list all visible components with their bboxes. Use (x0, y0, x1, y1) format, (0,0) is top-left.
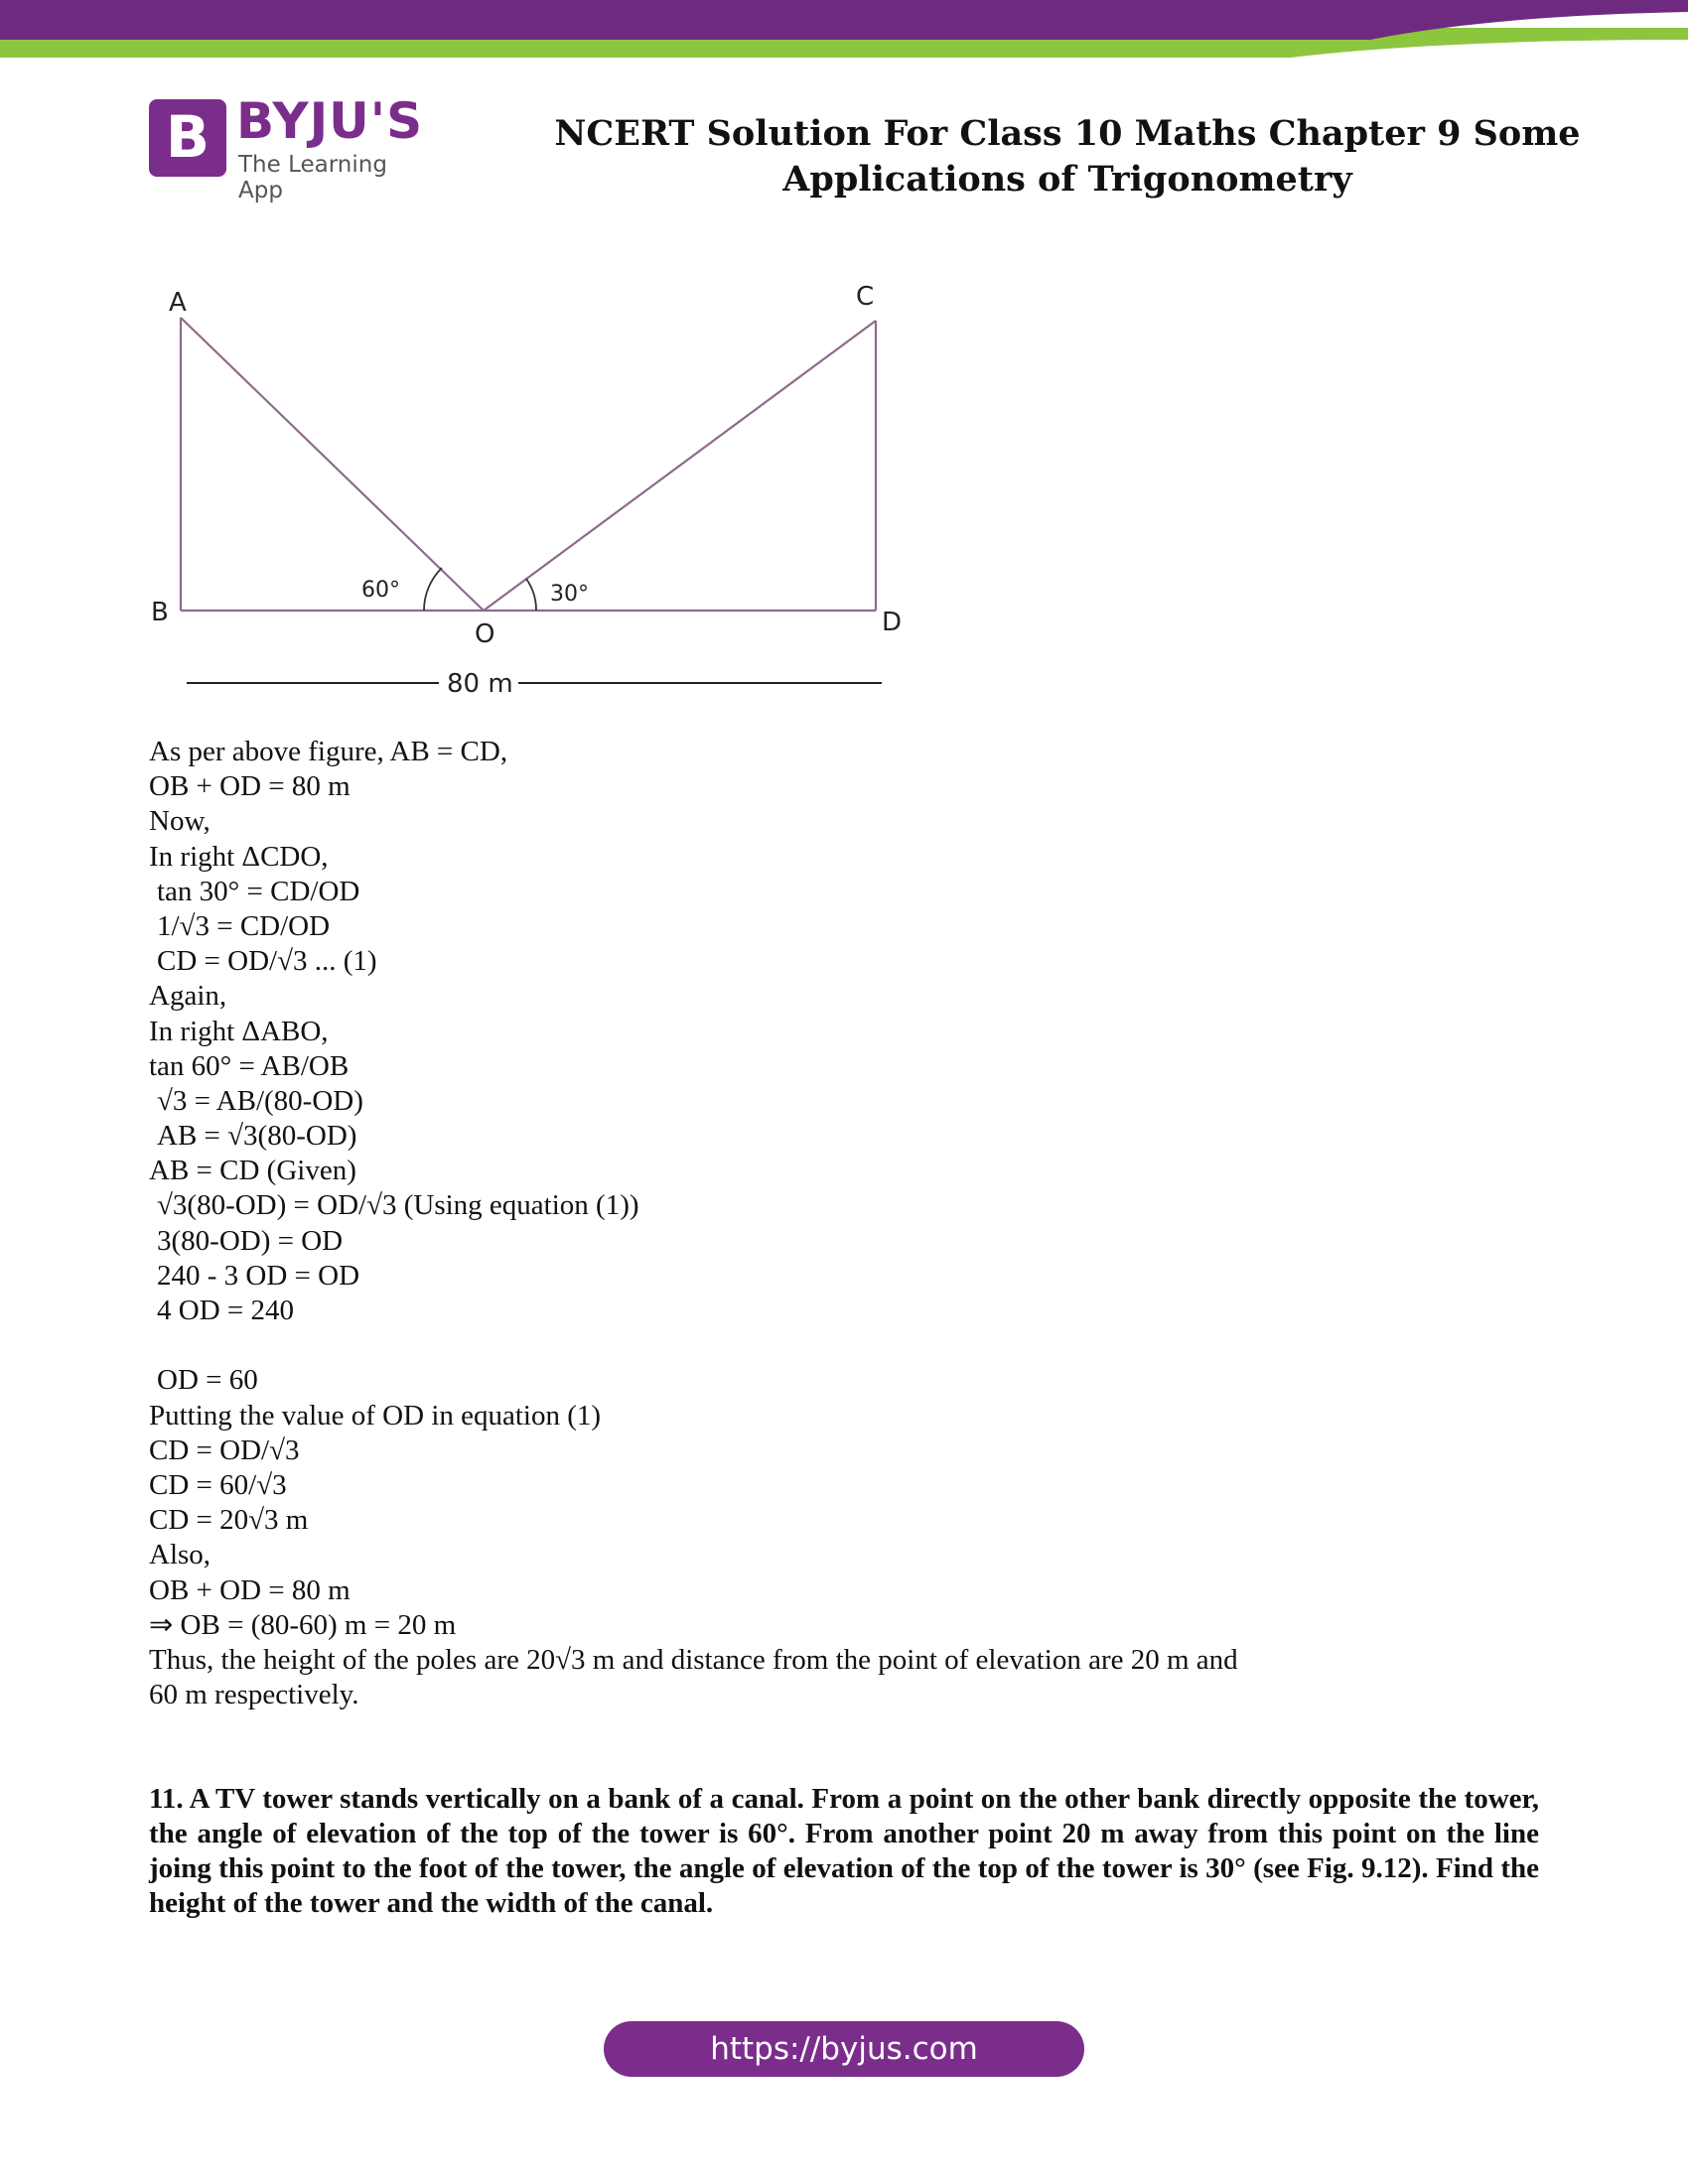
solution-line: 1/√3 = CD/OD (157, 909, 331, 942)
logo-brand-name: BYJU'S (236, 92, 424, 150)
distance-label: 80 m (447, 669, 513, 699)
solution-line: 60 m respectively. (149, 1679, 359, 1711)
question-11: 11. A TV tower stands vertically on a bank of a canal. From a point on the other bank directly opposite the tower, the angle of elevation of the top of the tower is 60°. From another point 20 m away from this point on the line joing this point to the foot of the tower, the angle of elevation of the top of the tower is 30° (see Fig. 9.12). Find the height of the tower and the width of the canal. (149, 1783, 1539, 1919)
solution-line: 3(80-OD) = OD (157, 1224, 344, 1257)
solution-line: In right ΔABO, (149, 1015, 329, 1047)
solution-line: √3(80-OD) = OD/√3 (Using equation (1)) (157, 1189, 639, 1222)
solution-line: tan 60° = AB/OB (149, 1049, 350, 1082)
solution-line: AB = √3(80-OD) (157, 1120, 357, 1153)
solution-line: Putting the value of OD in equation (1) (149, 1399, 602, 1432)
solution-line: 240 - 3 OD = OD (157, 1259, 360, 1292)
point-label-c: C (856, 282, 875, 312)
point-label-o: O (475, 619, 495, 649)
solution-line: √3 = AB/(80-OD) (157, 1084, 363, 1117)
solution-line: CD = 60/√3 (149, 1468, 287, 1501)
solution-text (149, 735, 1340, 1712)
solution-line: In right ΔCDO, (149, 840, 329, 873)
solution-line: ⇒ OB = (80-60) m = 20 m (149, 1608, 457, 1641)
solution-line: OB + OD = 80 m (149, 1573, 351, 1606)
solution-line: Now, (149, 805, 211, 838)
trigonometry-figure (139, 273, 914, 710)
angle-label-30: 30° (550, 582, 589, 607)
solution-line: OD = 60 (157, 1364, 258, 1397)
point-label-a: A (169, 288, 187, 318)
angle-arc-60 (424, 568, 442, 611)
logo-letter: B (165, 103, 211, 171)
point-label-b: B (151, 598, 169, 627)
line-ao (181, 318, 484, 611)
solution-line: CD = 20√3 m (149, 1504, 309, 1537)
solution-line: tan 30° = CD/OD (157, 875, 360, 907)
solution-line: Again, (149, 980, 227, 1013)
solution-line: 4 OD = 240 (157, 1295, 294, 1326)
website-link-button[interactable]: https://byjus.com (604, 2021, 1084, 2077)
solution-line: As per above figure, AB = CD, (149, 736, 508, 767)
solution-line: CD = OD/√3 ... (1) (157, 945, 377, 978)
angle-arc-30 (526, 579, 536, 611)
logo-tagline: The Learning App (238, 152, 387, 204)
logo-mark (149, 99, 226, 177)
point-label-d: D (882, 608, 903, 637)
solution-line: Thus, the height of the poles are 20√3 m and distance from the point of elevation are 20 m and (149, 1643, 1238, 1676)
page-title: NCERT Solution For Class 10 Maths Chapter 9 Some Applications of Trigonometry (554, 113, 1581, 200)
byjus-logo[interactable] (149, 92, 437, 204)
line-co (484, 321, 876, 611)
solution-line: CD = OD/√3 (149, 1433, 300, 1466)
blank-line (149, 1328, 1340, 1363)
angle-label-60: 60° (361, 578, 400, 603)
solution-line: AB = CD (Given) (149, 1155, 356, 1187)
solution-line: OB + OD = 80 m (149, 770, 351, 803)
top-banner (0, 0, 1688, 60)
solution-line: Also, (149, 1539, 211, 1571)
